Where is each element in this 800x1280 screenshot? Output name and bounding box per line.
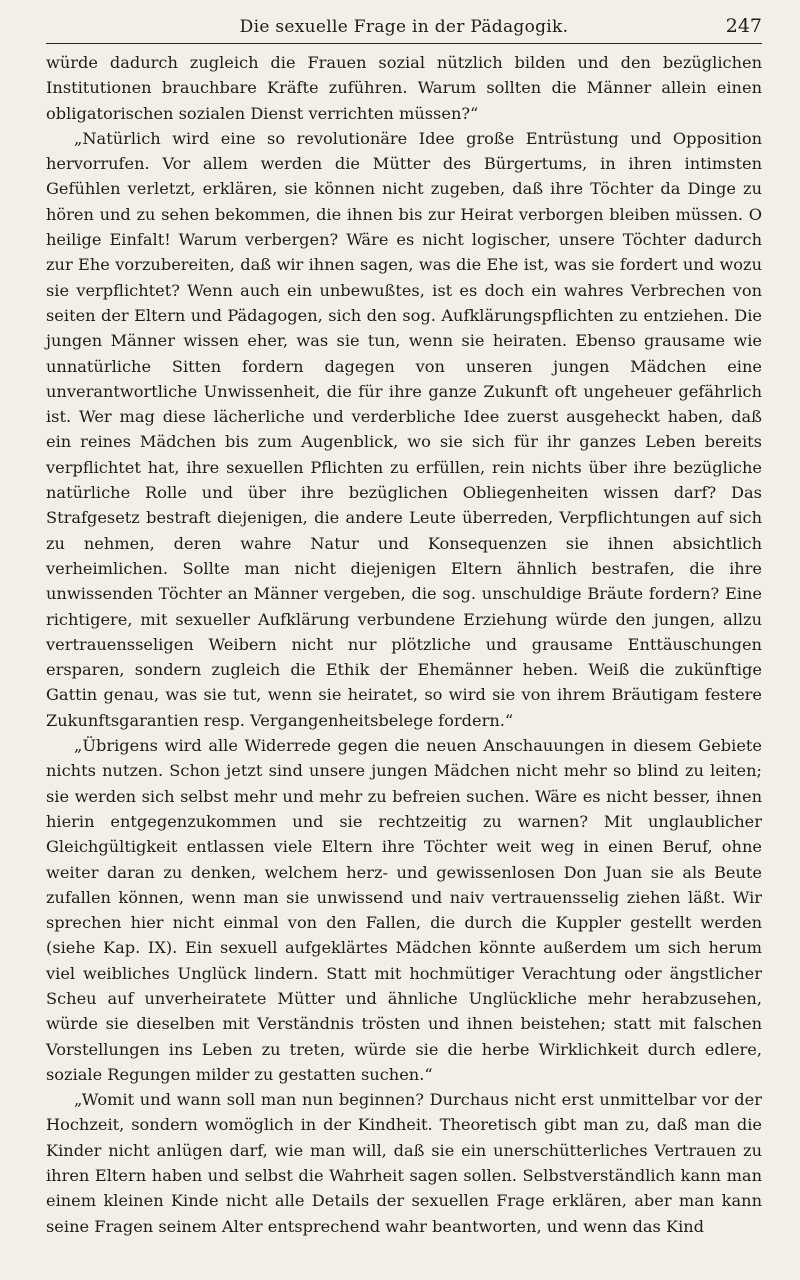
paragraph-4: „Womit und wann soll man nun beginnen? Durchaus nicht erst unmittelbar vor der Hochzeit, sondern womöglich in der Kindheit. Theoretisch gibt man zu, daß man die Kinder nicht anlügen darf, wie man will, daß sie ein unerschütterliches Vertrauen zu ihren Eltern haben und selbst die Wahrheit sagen sollen. Selbstverständlich kann man einem kleinen Kinde nicht alle Details der sexuellen Frage erklären, aber man kann seine Fragen seinem Alter entsprechend wahr beantworten, und wenn das Kind — [46, 1090, 762, 1236]
running-head — [46, 0, 762, 44]
page-number: 247 — [725, 15, 762, 37]
body-text — [46, 50, 762, 1239]
paragraph-3: „Übrigens wird alle Widerrede gegen die neuen Anschauungen in diesem Gebiete nichts nutzen. Schon jetzt sind unsere jungen Mädchen nicht mehr so blind zu leiten; sie werden sich selbst mehr und mehr zu befreien suchen. Wäre es nicht besser, ihnen hierin entgegenzukommen und sie rechtzeitig zu warnen? Mit unglaublicher Gleichgültigkeit entlassen viele Eltern ihre Töchter weit weg in einen Beruf, ohne weiter daran zu denken, welchem herz- und gewissenlosen Don Juan sie als Beute zufallen können, wenn man sie unwissend und naiv vertrauensselig ziehen läßt. Wir sprechen hier nicht einmal von den Fallen, die durch die Kuppler gestellt werden (siehe Kap. IX). Ein sexuell aufgeklärtes Mädchen könnte außerdem um sich herum viel weibliches Unglück lindern. Statt mit hochmütiger Verachtung oder ängstlicher Scheu auf unverheiratete Mütter und ähnliche Unglückliche mehr herabzusehen, würde sie dieselben mit Verständnis trösten und ihnen beistehen; statt mit falschen Vorstellungen ins Leben zu treten, würde sie die herbe Wirklichkeit durch edlere, soziale Regungen milder zu gestatten suchen.“ — [46, 736, 762, 1084]
paragraph-1: würde dadurch zugleich die Frauen sozial nützlich bilden und den bezüglichen Institutionen brauchbare Kräfte zuführen. Warum sollten die Männer allein einen obligatorischen sozialen Dienst verrichten müssen?“ — [46, 53, 762, 123]
paragraph-2: „Natürlich wird eine so revolutionäre Idee große Entrüstung und Opposition hervorrufen. Vor allem werden die Mütter des Bürgertums, in ihren intimsten Gefühlen verletzt, erklären, sie können nicht zugeben, daß ihre Töchter da Dinge zu hören und zu sehen bekommen, die ihnen bis zur Heirat verborgen bleiben müssen. O heilige Einfalt! Warum verbergen? Wäre es nicht logischer, unsere Töchter dadurch zur Ehe vorzubereiten, daß wir ihnen sagen, was die Ehe ist, was sie fordert und wozu sie verpflichtet? Wenn auch ein unbewußtes, ist es doch ein wahres Verbrechen von seiten der Eltern und Pädagogen, sich den sog. Aufklärungspflichten zu entziehen. Die jungen Männer wissen eher, was sie tun, wenn sie heiraten. Ebenso grausame wie unnatürliche Sitten fordern dagegen von unseren jungen Mädchen eine unverantwortliche Unwissenheit, die für ihre ganze Zukunft oft ungeheuer gefährlich ist. Wer mag diese lächerliche und verderbliche Idee zuerst ausgeheckt haben, daß ein reines Mädchen bis zum Augenblick, wo sie sich für ihr ganzes Leben bereits verpflichtet hat, ihre sexuellen Pflichten zu erfüllen, rein nichts über ihre bezügliche natürliche Rolle und über ihre bezüglichen Obliegenheiten wissen darf? Das Strafgesetz bestraft diejenigen, die andere Leute überreden, Verpflichtungen auf sich zu nehmen, deren wahre Natur und Konsequenzen sie ihnen absichtlich verheimlichen. Sollte man nicht diejenigen Eltern ähnlich bestrafen, die ihre unwissenden Töchter an Männer vergeben, die sog. unschuldige Bräute fordern? Eine richtigere, mit sexueller Aufklärung verbundene Erziehung würde den jungen, allzu vertrauensseligen Weibern nicht nur plötzliche und grausame Enttäuschungen ersparen, sondern zugleich die Ethik der Ehemänner heben. Weiß die zukünftige Gattin genau, was sie tut, wenn sie heiratet, so wird sie von ihrem Bräutigam festere Zukunftsgarantien resp. Vergangenheitsbelege fordern.“ — [46, 128, 762, 730]
running-title: Die sexuelle Frage in der Pädagogik. — [239, 17, 569, 37]
